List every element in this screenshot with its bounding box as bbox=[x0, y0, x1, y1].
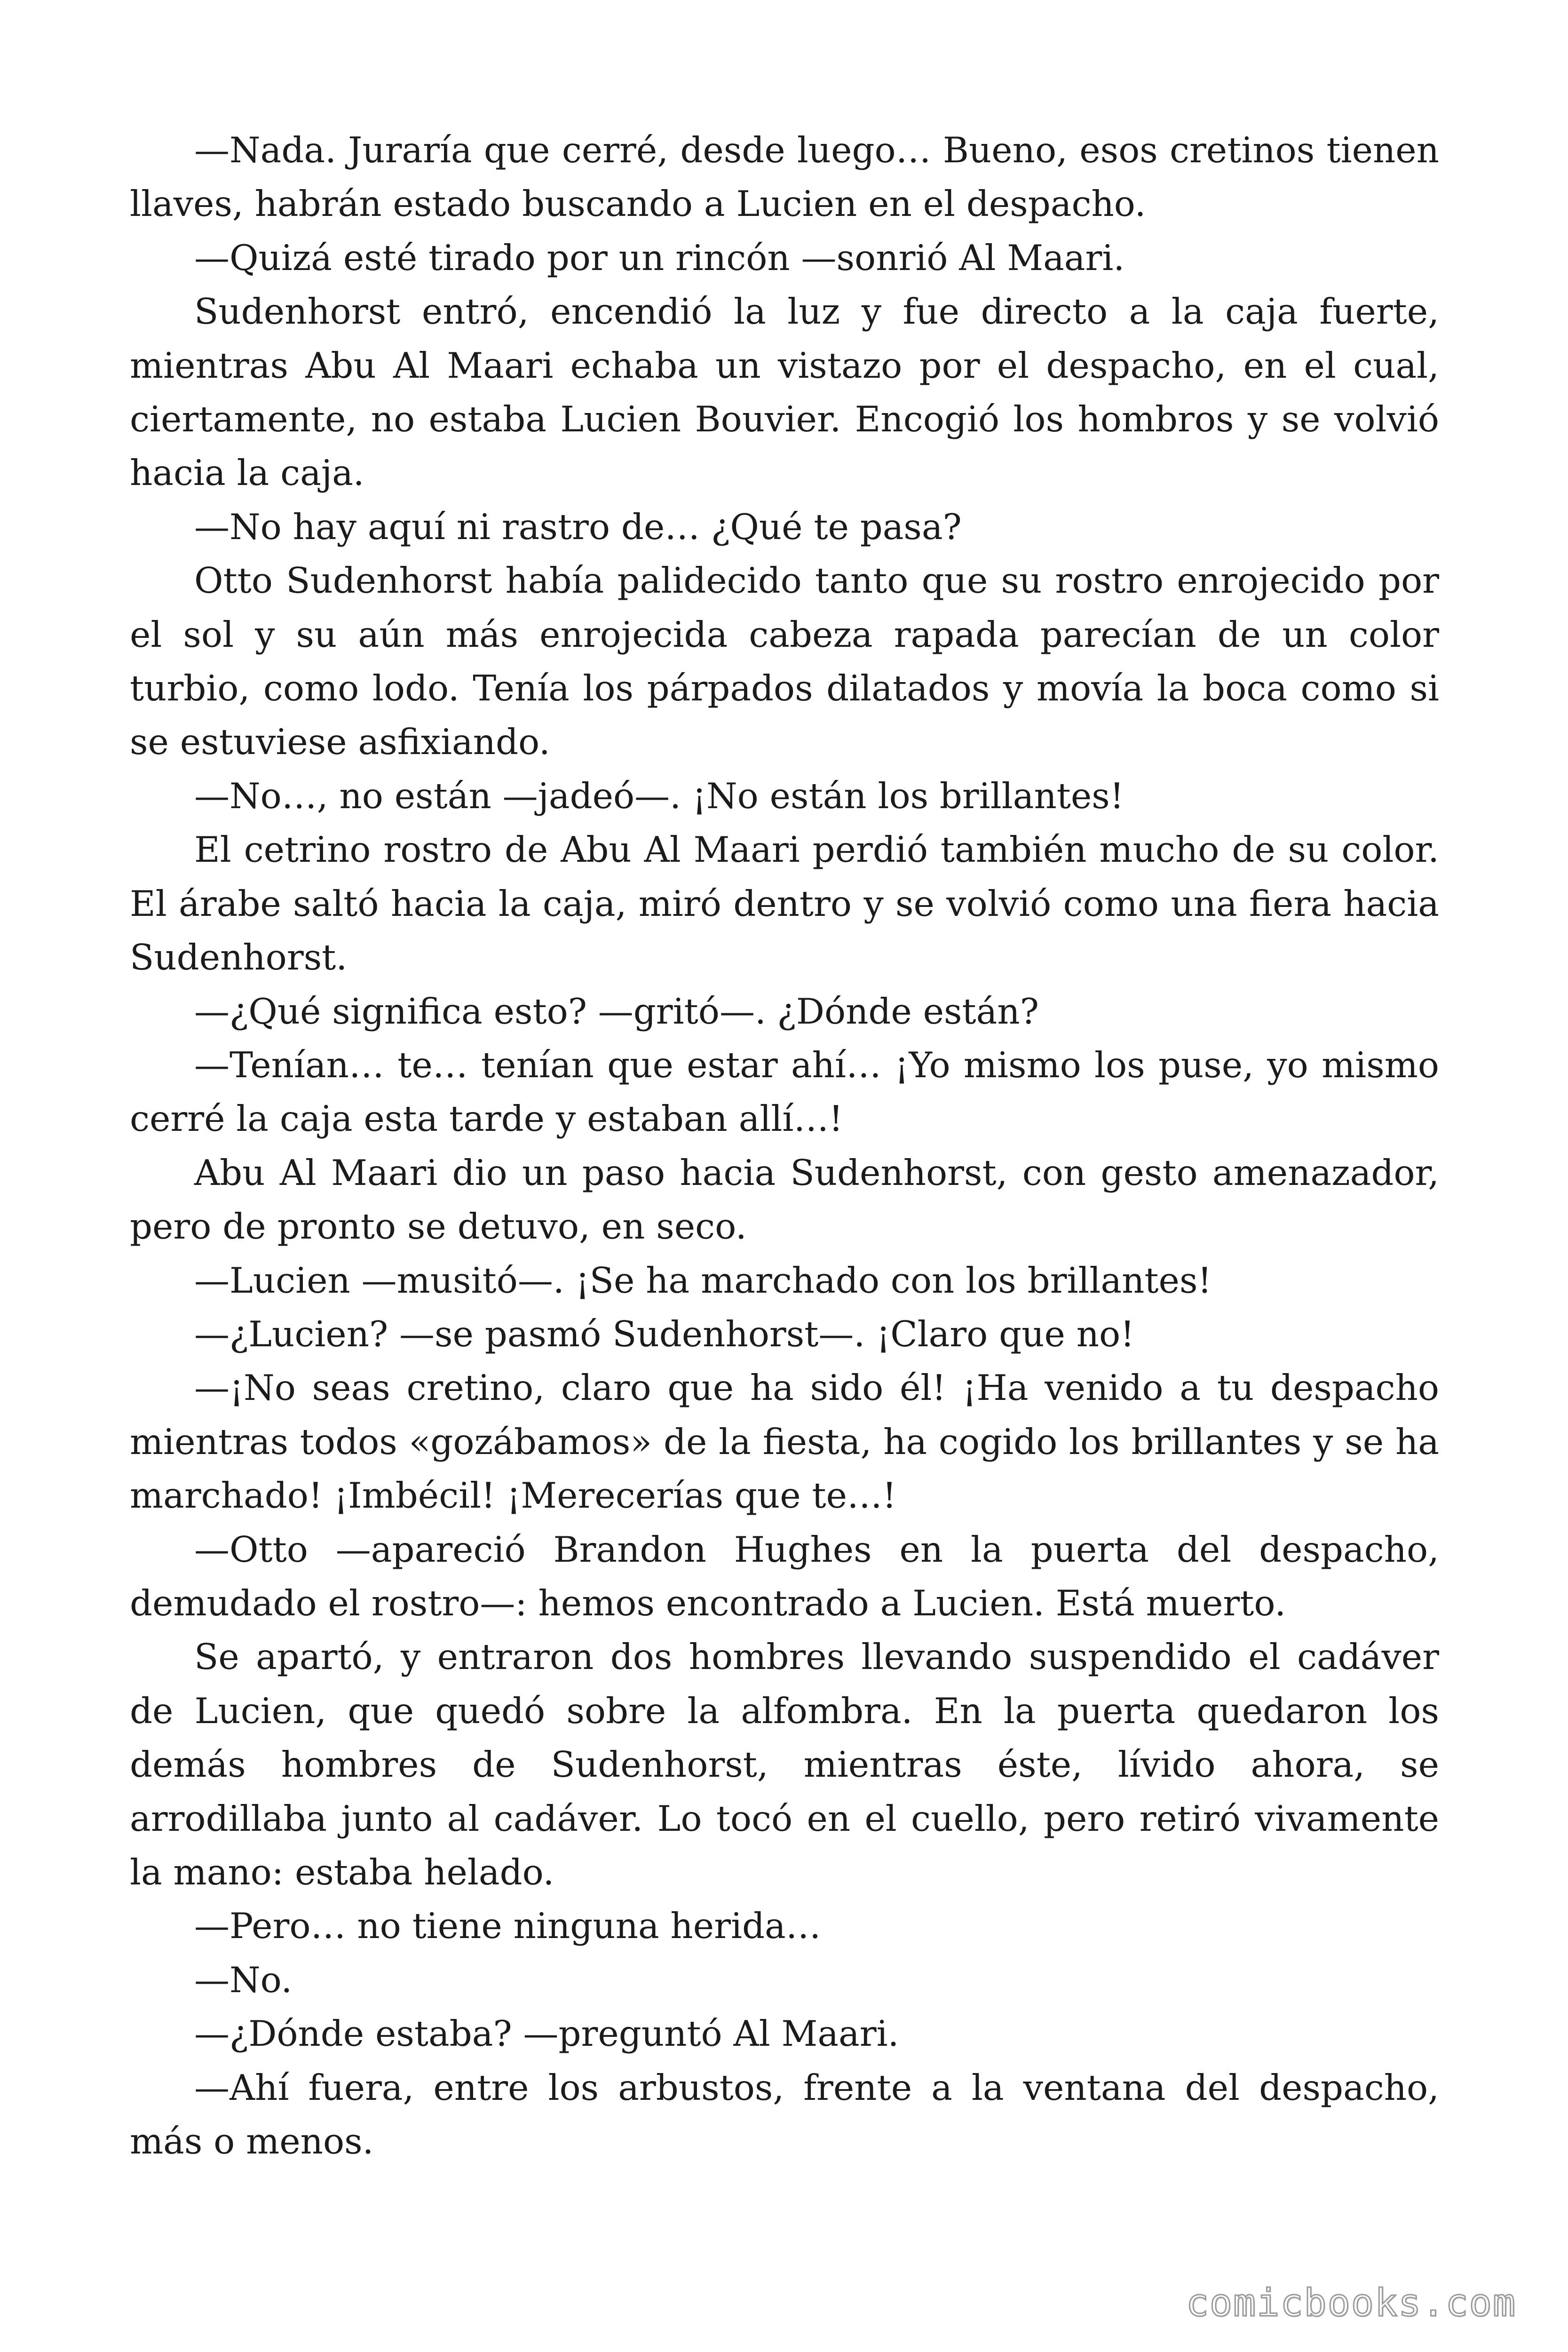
paragraph: —Otto —apareció Brandon Hughes en la puerta del despacho, demudado el rostro—: hemos encontrado a Lucien. Está muerto. bbox=[130, 1528, 1439, 1624]
paragraph: —Ahí fuera, entre los arbustos, frente a la ventana del despacho, más o menos. bbox=[130, 2066, 1439, 2162]
paragraph: —¿Dónde estaba? —preguntó Al Maari. bbox=[194, 2013, 899, 2055]
paragraph: —¡No seas cretino, claro que ha sido él! ¡Ha venido a tu despacho mientras todos «gozábamos» de la fiesta, ha cogido los brillantes y se ha marchado! ¡Imbécil! ¡Merecerías que te…! bbox=[130, 1367, 1439, 1517]
paragraph: Se apartó, y entraron dos hombres llevando suspendido el cadáver de Lucien, que quedó sobre la alfombra. En la puerta quedaron los demás hombres de Sudenhorst, mientras éste, lívido ahora, se arrodillaba junto al cadáver. Lo tocó en el cuello, pero retiró vivamente la mano: estaba helado. bbox=[130, 1636, 1439, 1893]
paragraph: —Quizá esté tirado por un rincón —sonrió Al Maari. bbox=[194, 237, 1125, 278]
paragraph: —No. bbox=[194, 1959, 293, 2001]
paragraph: —¿Lucien? —se pasmó Sudenhorst—. ¡Claro que no! bbox=[194, 1313, 1135, 1355]
paragraph: Otto Sudenhorst había palidecido tanto que su rostro enrojecido por el sol y su aún más enrojecida cabeza rapada parecían de un color turbio, como lodo. Tenía los párpados dilatados y movía la boca como si se estuviese asfixiando. bbox=[130, 560, 1439, 763]
paragraph: —No…, no están —jadeó—. ¡No están los brillantes! bbox=[194, 775, 1124, 817]
paragraph: Sudenhorst entró, encendió la luz y fue directo a la caja fuerte, mientras Abu Al Maari echaba un vistazo por el despacho, en el cual, ciertamente, no estaba Lucien Bouvier. Encogió los hombros y se volvió hacia la caja. bbox=[130, 291, 1439, 494]
paragraph: —Nada. Juraría que cerré, desde luego… Bueno, esos cretinos tienen llaves, habrán estado buscando a Lucien en el despacho. bbox=[130, 129, 1439, 225]
paragraph: Abu Al Maari dio un paso hacia Sudenhorst, con gesto amenazador, pero de pronto se detuvo, en seco. bbox=[130, 1152, 1439, 1248]
paragraph: —¿Qué significa esto? —gritó—. ¿Dónde están? bbox=[194, 990, 1039, 1032]
paragraph: —Lucien —musitó—. ¡Se ha marchado con los brillantes! bbox=[194, 1259, 1212, 1301]
page-text bbox=[130, 123, 1439, 2168]
paragraph: —Pero… no tiene ninguna herida… bbox=[194, 1905, 821, 1947]
watermark: comicbooks.com bbox=[1186, 2281, 1516, 2325]
paragraph: —No hay aquí ni rastro de… ¿Qué te pasa? bbox=[194, 506, 962, 548]
paragraph: —Tenían… te… tenían que estar ahí… ¡Yo mismo los puse, yo mismo cerré la caja esta tarde y estaban allí…! bbox=[130, 1044, 1439, 1140]
paragraph: El cetrino rostro de Abu Al Maari perdió también mucho de su color. El árabe saltó hacia la caja, miró dentro y se volvió como una fiera hacia Sudenhorst. bbox=[130, 829, 1439, 978]
